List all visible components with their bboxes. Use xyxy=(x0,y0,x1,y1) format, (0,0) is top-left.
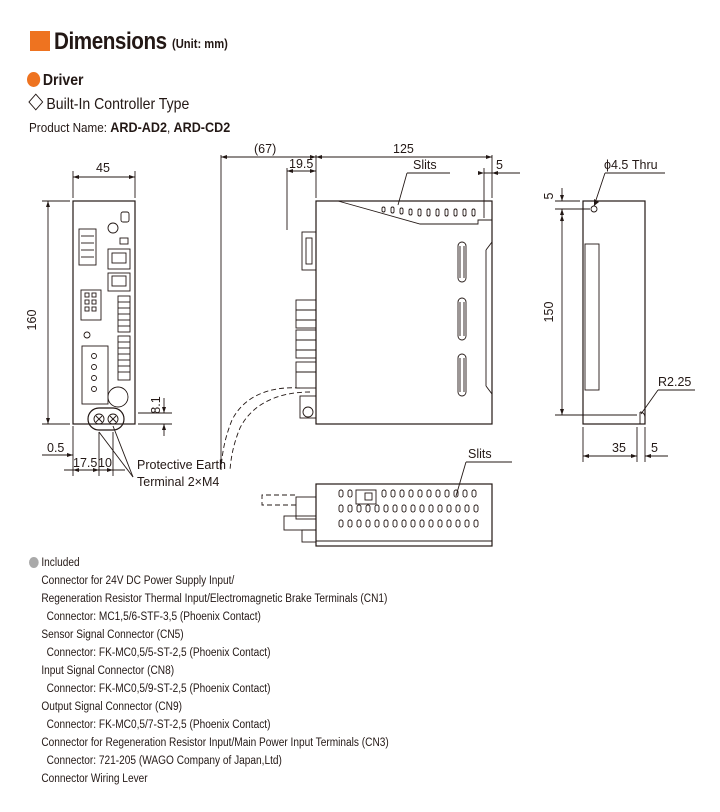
bottom-offset-label: 8.1 xyxy=(149,396,163,414)
list-item: Connector: 721-205 (WAGO Company of Japan,Ltd) xyxy=(46,755,282,767)
list-item: Sensor Signal Connector (CN5) xyxy=(41,629,184,641)
front-width-label: 45 xyxy=(96,161,110,175)
pos-a-label: 17.5 xyxy=(73,456,98,470)
list-item: Input Signal Connector (CN8) xyxy=(41,665,175,677)
gray-dot-icon xyxy=(29,557,39,568)
included-list xyxy=(29,554,389,788)
earth-label-2: Terminal 2×M4 xyxy=(137,475,220,489)
page-title: Dimensions xyxy=(54,28,167,55)
product-name-2: ARD-CD2 xyxy=(173,119,231,135)
body-depth-label: 125 xyxy=(393,142,414,156)
list-item: Connector: FK-MC0,5/7-ST-2,5 (Phoenix Contact) xyxy=(46,719,271,731)
included-heading xyxy=(29,554,389,572)
side-view xyxy=(221,155,520,470)
edge-label: 5 xyxy=(651,441,658,455)
side-slits-label: Slits xyxy=(413,158,437,172)
list-item: Connector Wiring Lever xyxy=(41,773,148,785)
mount-pitch-label: 150 xyxy=(542,301,556,323)
earth-label-1: Protective Earth xyxy=(137,458,226,472)
slit-gap-label: 5 xyxy=(496,158,503,172)
unit-label: (Unit: mm) xyxy=(172,36,228,51)
section-heading-text: Driver xyxy=(42,72,84,89)
radius-label: R2.25 xyxy=(658,375,692,389)
bottom-view xyxy=(262,462,512,546)
list-item: Connector: FK-MC0,5/9-ST-2,5 (Phoenix Contact) xyxy=(46,683,271,695)
front-height-label: 160 xyxy=(25,309,39,331)
list-item: Regeneration Resistor Thermal Input/Electromagnetic Brake Terminals (CN1) xyxy=(41,593,388,605)
cable-length-label: (67) xyxy=(254,142,277,156)
list-item: Output Signal Connector (CN9) xyxy=(41,701,182,713)
right-view xyxy=(555,173,695,462)
product-name-1: ARD-AD2 xyxy=(110,119,167,135)
product-prefix: Product Name: xyxy=(29,120,111,135)
product-separator: , xyxy=(166,120,174,135)
connector-depth-label: 19.5 xyxy=(289,157,314,171)
list-item: Connector: FK-MC0,5/5-ST-2,5 (Phoenix Contact) xyxy=(46,647,271,659)
top-offset-label: 5 xyxy=(542,192,556,200)
pos-b-label: 10 xyxy=(98,456,112,470)
depth-label: 35 xyxy=(612,441,626,455)
hole-label: ϕ4.5 Thru xyxy=(604,158,658,172)
list-item: Connector for 24V DC Power Supply Input/ xyxy=(41,575,235,587)
subheading-text: Built-In Controller Type xyxy=(46,96,190,113)
left-offset-label: 0.5 xyxy=(47,441,65,455)
list-item: Connector for Regeneration Resistor Input/Main Power Input Terminals (CN3) xyxy=(41,737,389,749)
list-item: Connector: MC1,5/6-STF-3,5 (Phoenix Contact) xyxy=(46,611,261,623)
bottom-slits-label: Slits xyxy=(468,447,492,461)
included-heading-text: Included xyxy=(41,557,80,569)
front-view xyxy=(42,171,172,477)
